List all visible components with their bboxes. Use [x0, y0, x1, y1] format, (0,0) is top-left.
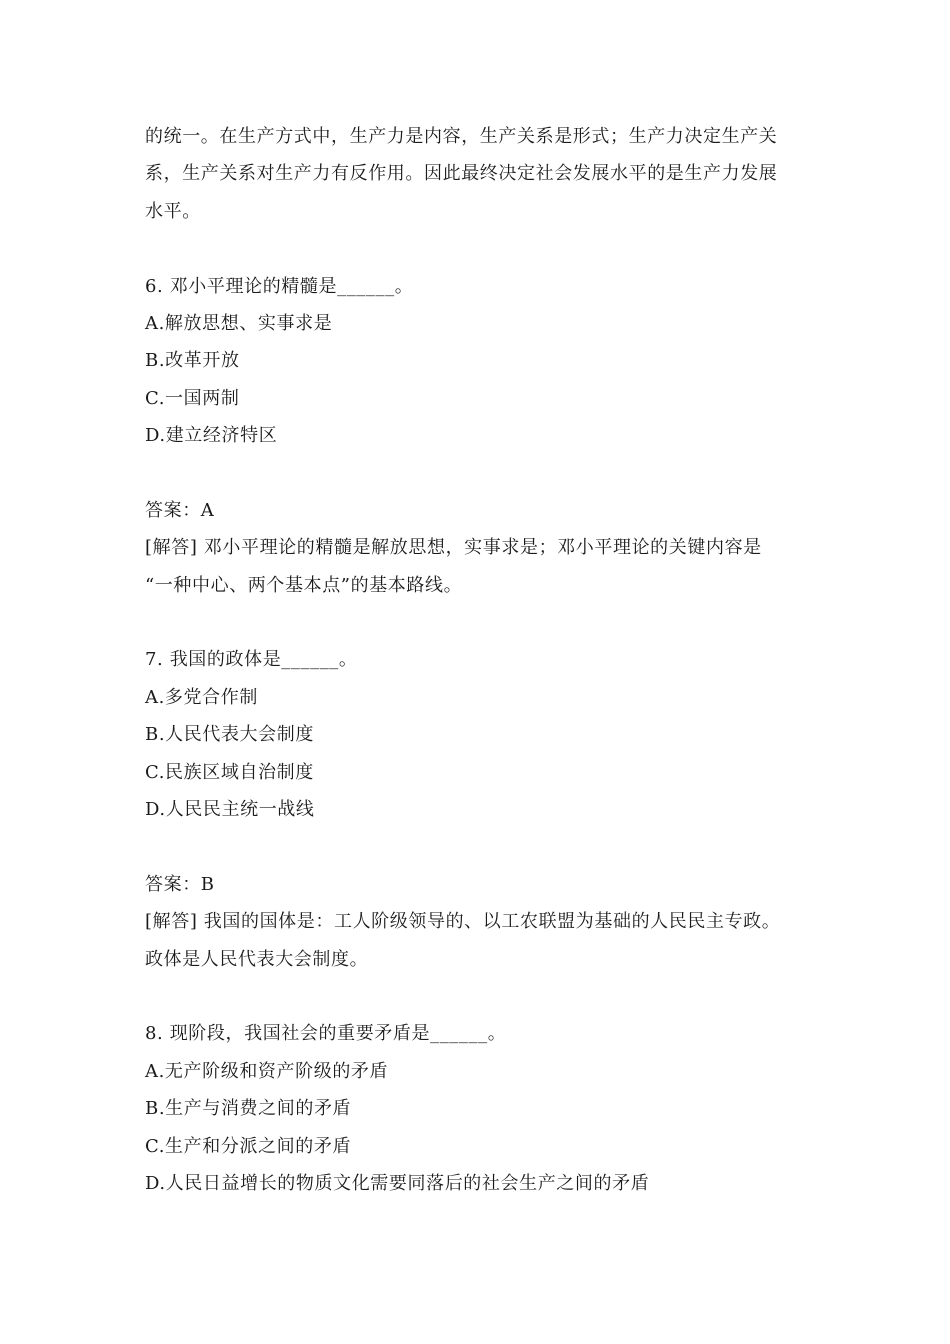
option-c: C.民族区域自治制度 [145, 761, 314, 783]
explanation-line: “一种中心、两个基本点”的基本路线。 [145, 574, 463, 596]
option-a: A.解放思想、实事求是 [145, 312, 333, 334]
answer-text: 答案：A [145, 499, 215, 521]
explanation-line: [解答] 我国的国体是：工人阶级领导的、以工农联盟为基础的人民民主专政。 [145, 911, 781, 933]
option-a: A.无产阶级和资产阶级的矛盾 [145, 1060, 389, 1082]
document-body [145, 118, 810, 1202]
explanation-line: [解答] 邓小平理论的精髓是解放思想，实事求是；邓小平理论的关键内容是 [145, 537, 762, 559]
option-c: C.生产和分派之间的矛盾 [145, 1135, 352, 1157]
question-6 [145, 268, 810, 605]
option-d: D.人民日益增长的物质文化需要同落后的社会生产之间的矛盾 [145, 1172, 650, 1194]
question-text: 6. 邓小平理论的精髓是______。 [145, 275, 414, 297]
option-b: B.生产与消费之间的矛盾 [145, 1098, 352, 1120]
text-line: 水平。 [145, 200, 201, 222]
option-b: B.改革开放 [145, 350, 240, 372]
option-c: C.一国两制 [145, 387, 240, 409]
answer-text: 答案：B [145, 873, 215, 895]
option-d: D.建立经济特区 [145, 425, 278, 447]
option-d: D.人民民主统一战线 [145, 799, 315, 821]
text-line: 的统一。在生产方式中，生产力是内容，生产关系是形式；生产力决定生产关 [145, 126, 778, 147]
question-text: 8. 现阶段，我国社会的重要矛盾是______。 [145, 1023, 507, 1045]
option-a: A.多党合作制 [145, 686, 258, 708]
option-b: B.人民代表大会制度 [145, 724, 314, 746]
question-text: 7. 我国的政体是______。 [145, 649, 358, 671]
explanation-line: 政体是人民代表大会制度。 [145, 948, 369, 970]
question-8 [145, 1015, 810, 1202]
intro-paragraph [145, 118, 810, 230]
question-7 [145, 641, 810, 978]
text-line: 系，生产关系对生产力有反作用。因此最终决定社会发展水平的是生产力发展 [145, 163, 778, 185]
